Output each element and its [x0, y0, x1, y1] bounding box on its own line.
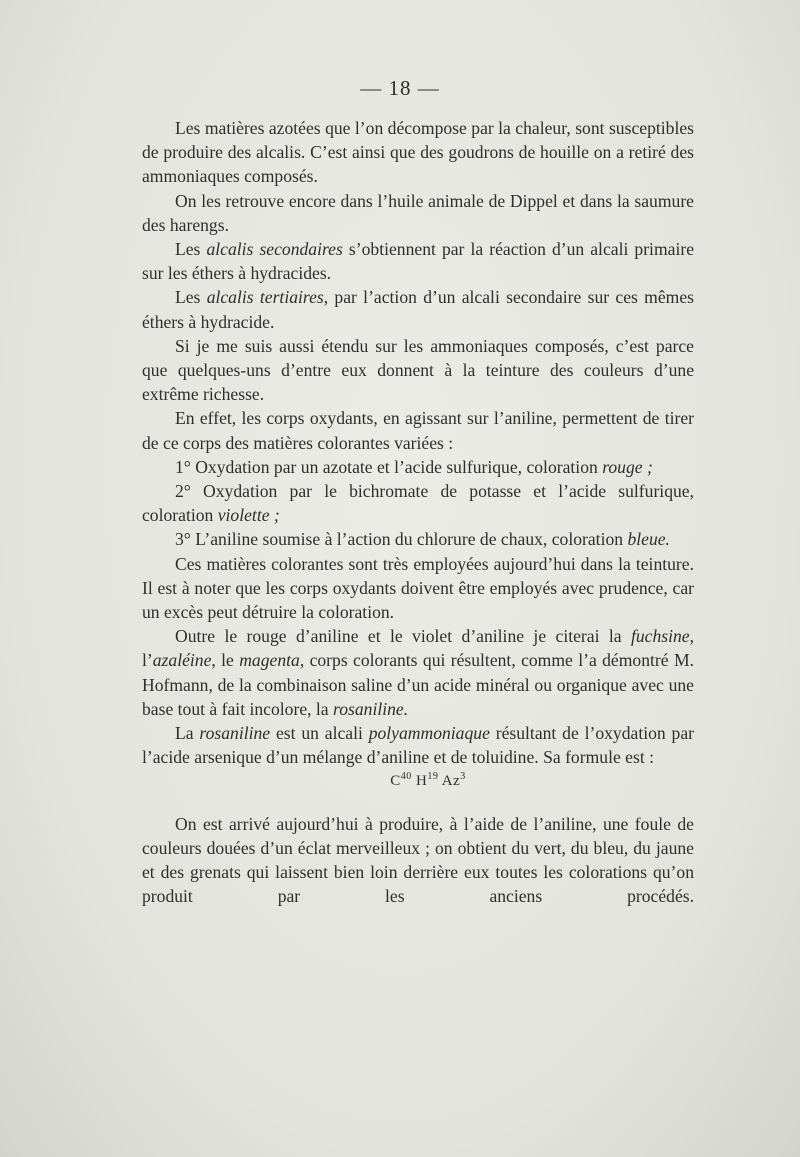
text-run: résultant de l’oxydation par l’acide arsenique d’un mélange d’aniline et de toluidine. Sa formule est :	[142, 723, 695, 768]
text-run: 2° Oxydation par le bichromate de potasse et l’acide sulfurique, coloration	[142, 481, 694, 526]
formula-part: H	[411, 773, 428, 790]
formula-sup: 40	[400, 771, 412, 783]
italic-term: azaléine	[152, 650, 212, 671]
list-item-3	[142, 527, 694, 551]
italic-term: rosaniline	[199, 723, 271, 744]
italic-term: bleue.	[627, 529, 670, 550]
text-run: Outre le rouge d’aniline et le violet d’aniline je citerai la	[175, 626, 631, 647]
paragraph-9	[142, 721, 694, 769]
paragraph-2: On les retrouve encore dans l’huile animale de Dippel et dans la saumure des harengs.	[142, 190, 694, 235]
formula-sup: 3	[460, 771, 466, 783]
paragraph-5: Si je me suis aussi étendu sur les ammoniaques composés, c’est parce que quelques-uns d’entre eux donnent à la teinture des couleurs d’une extrême richesse.	[142, 335, 694, 405]
italic-term: polyammoniaque	[368, 723, 490, 744]
italic-term: magenta	[239, 650, 300, 671]
italic-term: rouge ;	[602, 456, 653, 477]
text-run: 1° Oxydation par un azotate et l’acide sulfurique, coloration	[175, 456, 603, 477]
paragraph-1: Les matières azotées que l’on décompose par la chaleur, sont susceptibles de produire des alcalis. C’est ainsi que des goudrons de houille on a retiré des ammoniaques composés.	[142, 118, 694, 187]
chemical-formula	[142, 769, 694, 793]
text-run: Les	[175, 287, 207, 308]
italic-term: violette ;	[217, 505, 280, 526]
text-run: , le	[211, 650, 240, 671]
italic-term: alcalis tertiaires	[206, 287, 324, 308]
list-item-1	[142, 455, 694, 479]
text-run: Les	[175, 239, 207, 260]
paragraph-10: On est arrivé aujourd’hui à produire, à l’aide de l’aniline, une foule de couleurs douées d’un éclat merveilleux ; on obtient du vert, du bleu, du jaune et des grenats qui laissent bien loin derrière eux toutes les colorations qu’on produit par les anciens procédés.	[142, 813, 694, 907]
paragraph-8	[142, 624, 694, 721]
paragraph-4	[142, 285, 694, 333]
italic-term: fuchsine	[630, 626, 690, 647]
formula-sup: 19	[427, 771, 439, 783]
page-number: — 18 —	[360, 76, 440, 100]
formula-part: C	[390, 773, 401, 790]
text-run: , corps colorants qui résultent, comme l’a démontré M. Hofmann, de la combinaison saline d’un acide minéral ou organique avec une base tout à fait incolore, la	[142, 650, 694, 719]
paragraph-6: En effet, les corps oxydants, en agissant sur l’aniline, permettent de tirer de ce corps des matières colorantes variées :	[142, 408, 694, 453]
text-run: s’obtiennent par la réaction d’un alcali primaire sur les éthers à hydracides.	[142, 239, 694, 284]
text-run: La	[175, 723, 200, 744]
italic-term: alcalis secondaires	[206, 239, 343, 260]
text-run: est un alcali	[270, 723, 369, 744]
text-body	[142, 116, 694, 909]
formula-part: Az	[438, 773, 461, 790]
italic-term: rosaniline.	[333, 698, 409, 719]
list-item-2	[142, 479, 694, 527]
paragraph-3	[142, 237, 694, 285]
paragraph-7: Ces matières colorantes sont très employées aujourd’hui dans la teinture. Il est à noter que les corps oxydants doivent être employés avec prudence, car un excès peut détruire la coloration.	[142, 553, 694, 623]
text-run: , par l’action d’un alcali secondaire sur ces mêmes éthers à hydracide.	[142, 287, 694, 332]
text-run: 3° L’aniline soumise à l’action du chlorure de chaux, coloration	[175, 529, 628, 550]
text-run: , l’	[142, 626, 694, 671]
